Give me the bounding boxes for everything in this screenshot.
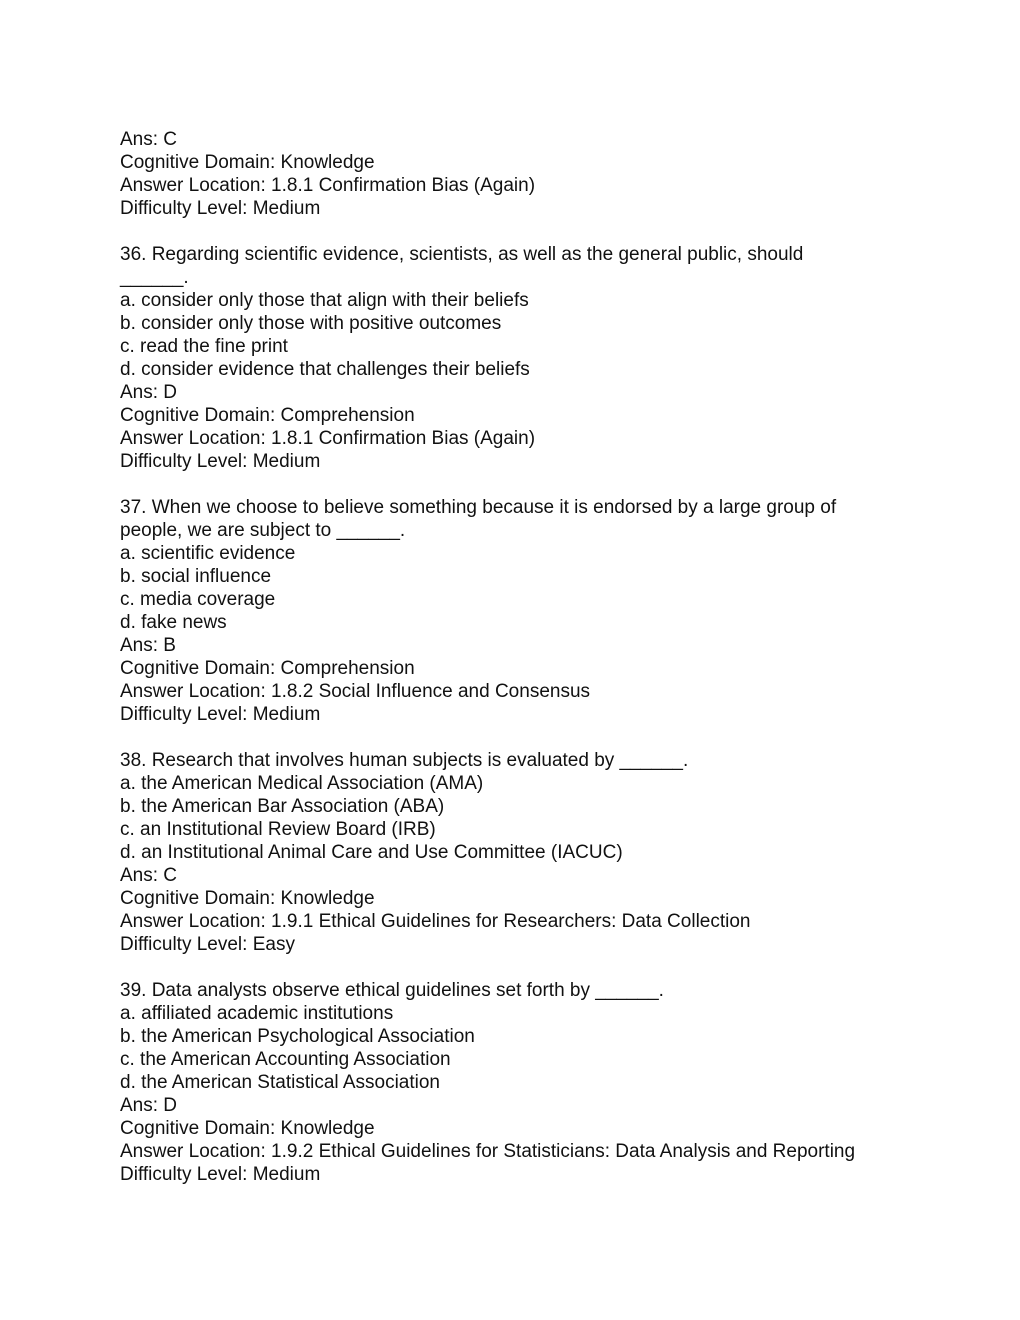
option-a: a. the American Medical Association (AMA) bbox=[120, 773, 484, 794]
question-38 bbox=[120, 749, 980, 956]
difficulty-level: Difficulty Level: Medium bbox=[120, 1164, 321, 1185]
option-a: a. scientific evidence bbox=[120, 543, 296, 564]
answer-key: Ans: C bbox=[120, 129, 178, 150]
difficulty-level: Difficulty Level: Medium bbox=[120, 704, 321, 725]
answer-key: Ans: C bbox=[120, 865, 178, 886]
option-a: a. consider only those that align with their beliefs bbox=[120, 290, 529, 311]
option-b: b. consider only those with positive outcomes bbox=[120, 313, 502, 334]
question-36 bbox=[120, 243, 980, 473]
answer-location: Answer Location: 1.8.1 Confirmation Bias (Again) bbox=[120, 428, 536, 449]
question-39 bbox=[120, 979, 980, 1186]
option-d: d. an Institutional Animal Care and Use Committee (IACUC) bbox=[120, 842, 623, 863]
option-b: b. the American Bar Association (ABA) bbox=[120, 796, 445, 817]
option-d: d. the American Statistical Association bbox=[120, 1072, 440, 1093]
answer-location: Answer Location: 1.9.2 Ethical Guidelines for Statisticians: Data Analysis and Reporting bbox=[120, 1141, 856, 1162]
answer-key: Ans: D bbox=[120, 1095, 178, 1116]
document-page bbox=[120, 128, 980, 1186]
cognitive-domain: Cognitive Domain: Knowledge bbox=[120, 888, 375, 909]
cognitive-domain: Cognitive Domain: Knowledge bbox=[120, 1118, 375, 1139]
option-c: c. the American Accounting Association bbox=[120, 1049, 451, 1070]
difficulty-level: Difficulty Level: Medium bbox=[120, 198, 321, 219]
option-b: b. the American Psychological Association bbox=[120, 1026, 475, 1047]
question-text: 38. Research that involves human subjects is evaluated by ______. bbox=[120, 750, 689, 771]
cognitive-domain: Cognitive Domain: Comprehension bbox=[120, 405, 415, 426]
option-d: d. consider evidence that challenges their beliefs bbox=[120, 359, 530, 380]
question-text: 39. Data analysts observe ethical guidelines set forth by ______. bbox=[120, 980, 664, 1001]
question-text: 37. When we choose to believe something because it is endorsed by a large group of bbox=[120, 497, 837, 518]
option-a: a. affiliated academic institutions bbox=[120, 1003, 394, 1024]
cognitive-domain: Cognitive Domain: Knowledge bbox=[120, 152, 375, 173]
question-37 bbox=[120, 496, 980, 726]
answer-location: Answer Location: 1.9.1 Ethical Guidelines for Researchers: Data Collection bbox=[120, 911, 751, 932]
answer-location: Answer Location: 1.8.1 Confirmation Bias (Again) bbox=[120, 175, 536, 196]
option-c: c. an Institutional Review Board (IRB) bbox=[120, 819, 436, 840]
answer-key: Ans: D bbox=[120, 382, 178, 403]
cognitive-domain: Cognitive Domain: Comprehension bbox=[120, 658, 415, 679]
question-text-continued: ______. bbox=[120, 267, 189, 288]
question-text-continued: people, we are subject to ______. bbox=[120, 520, 406, 541]
option-b: b. social influence bbox=[120, 566, 272, 587]
difficulty-level: Difficulty Level: Easy bbox=[120, 934, 295, 955]
answer-key: Ans: B bbox=[120, 635, 176, 656]
option-d: d. fake news bbox=[120, 612, 227, 633]
question-text: 36. Regarding scientific evidence, scientists, as well as the general public, should bbox=[120, 244, 804, 265]
previous-question-answer-block bbox=[120, 128, 980, 220]
option-c: c. read the fine print bbox=[120, 336, 288, 357]
answer-location: Answer Location: 1.8.2 Social Influence and Consensus bbox=[120, 681, 591, 702]
difficulty-level: Difficulty Level: Medium bbox=[120, 451, 321, 472]
option-c: c. media coverage bbox=[120, 589, 276, 610]
